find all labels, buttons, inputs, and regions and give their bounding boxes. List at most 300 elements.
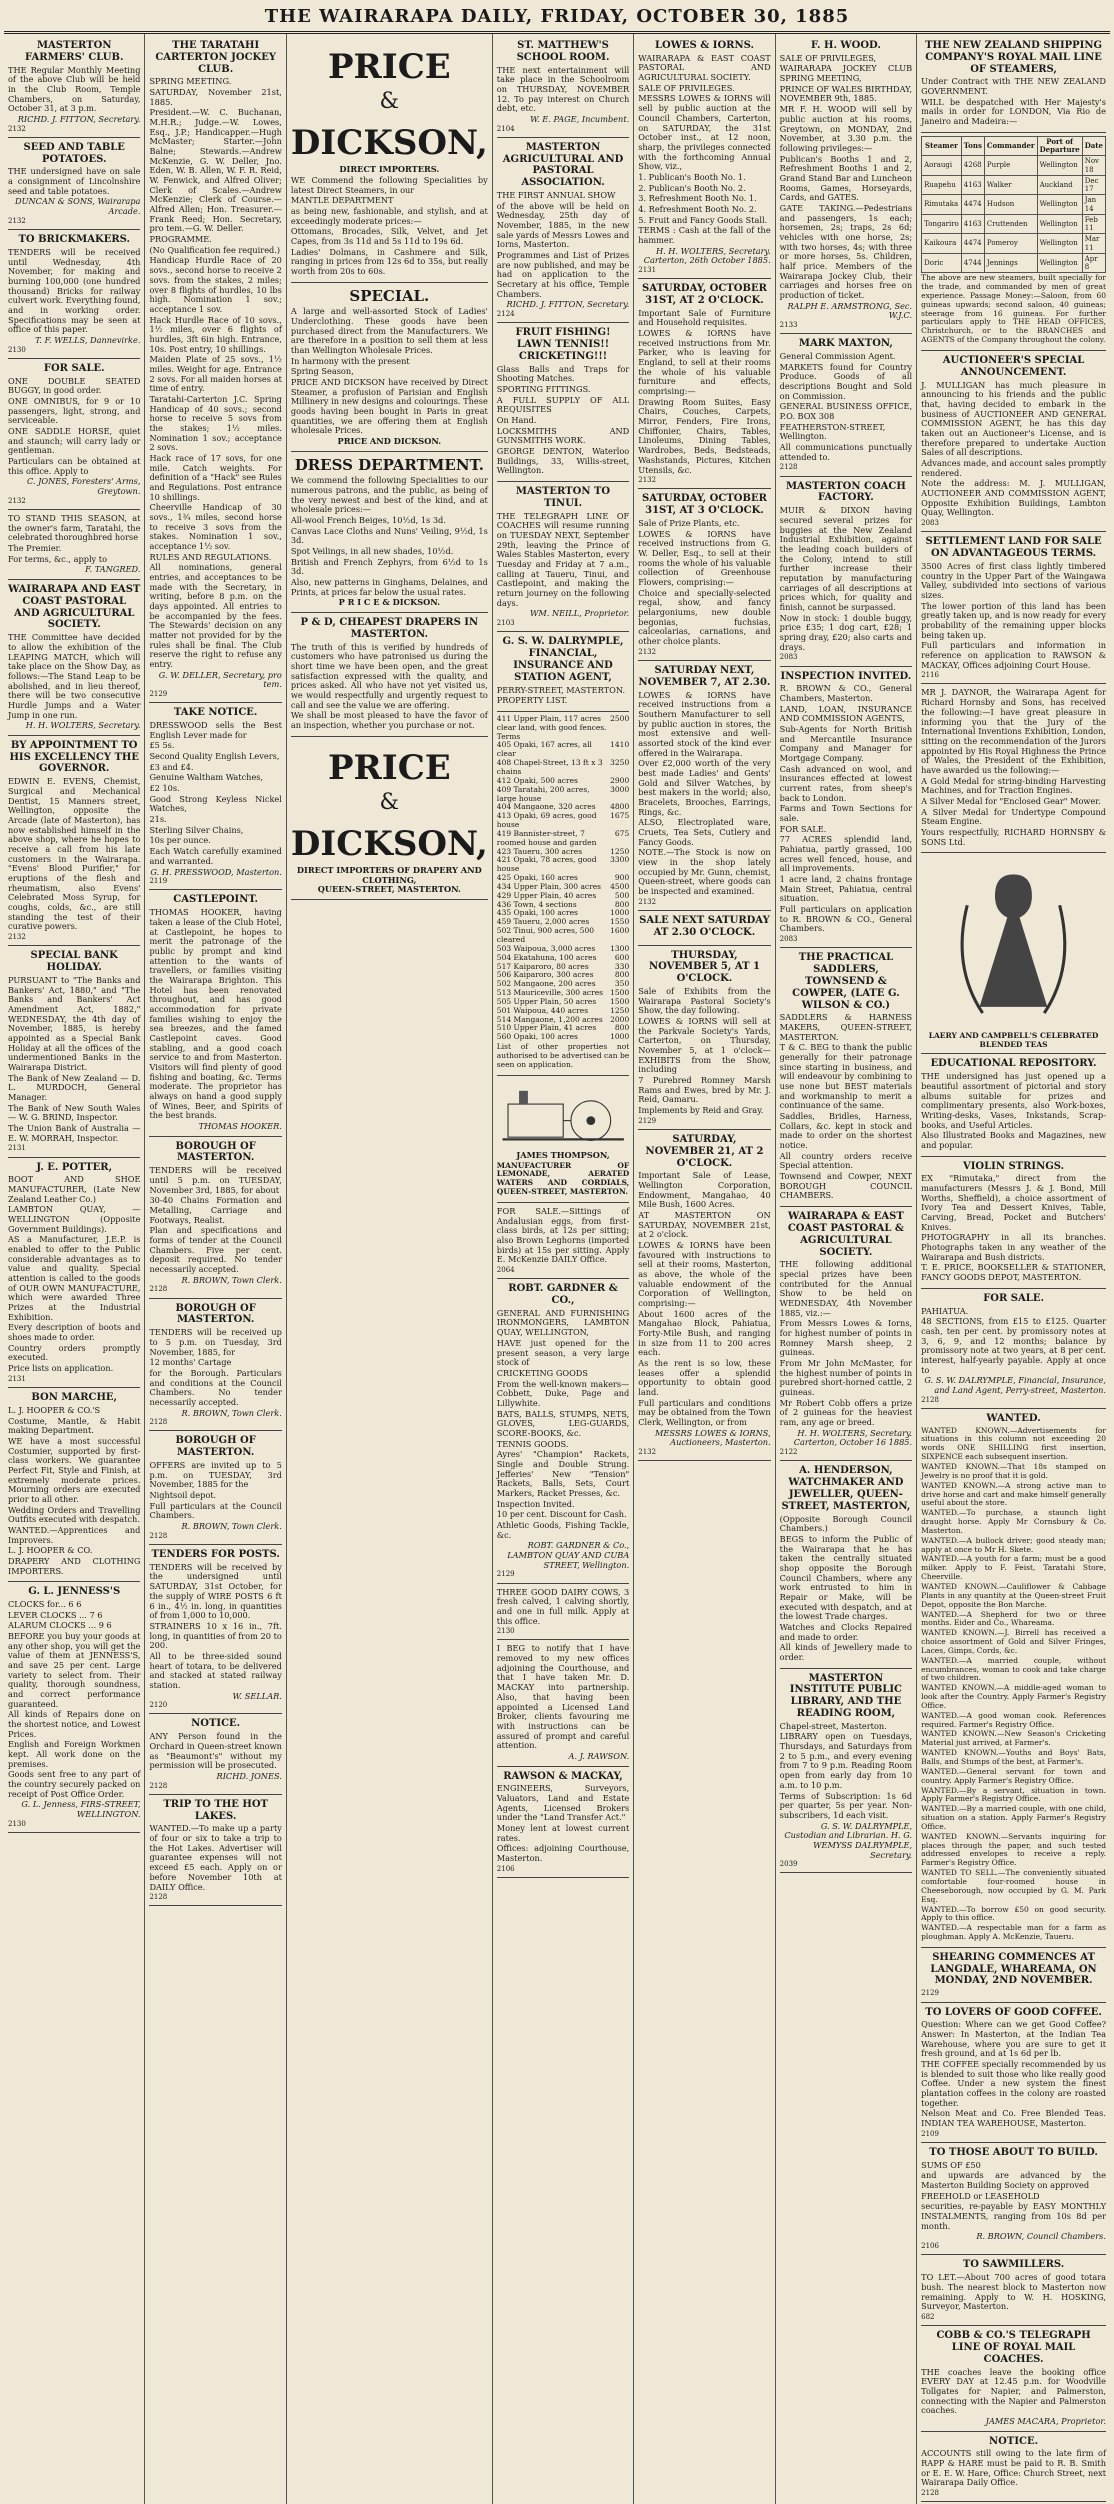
ad-paragraph: PRINCE OF WALES BIRTHDAY, NOVEMBER 9th, 1885. — [779, 83, 913, 104]
advertisement — [497, 1767, 629, 1878]
property-description: 502 Tinui, 900 acres, 500 cleared — [496, 926, 595, 945]
advertisement — [149, 1795, 281, 1907]
advertisement — [497, 138, 629, 324]
ad-paragraph: BEFORE you buy your goods at any other shop, you will get the value of them at JENNESS'S, and save 25 per cent. Large variety to select from. Their quality, thorough soundness, and correct performance guaranteed. — [8, 1631, 141, 1709]
advertisement — [497, 1076, 629, 1203]
advertisement — [149, 1431, 281, 1545]
table-row — [922, 253, 1106, 273]
ad-paragraph: For terms, &c., apply to — [8, 553, 108, 564]
ad-signature: H. H. WOLTERS, Secretary. Carterton, 26th October 1885. — [643, 245, 771, 266]
advertisement — [149, 1545, 281, 1714]
ad-paragraph: LIBRARY open on Tuesdays, Thursdays, and Saturdays from 2 to 5 p.m., and every evening from 7 to 9 p.m. Reading Room open from early day from 10 a.m. to 10 p.m. — [779, 1731, 913, 1790]
ad-paragraph: EDWIN E. EVENS, Chemist, Surgical and Mechanical Dentist, 15 Manners street, Wellington, opposite the Arcade (late of Masterton), has now established himself in the above shop, where he hopes to receive a call from his late customers in the Wairarapa. "Evens' Blood Purifier," for eruptions of the flesh and rheumatism, also Evens' Celebrated Moss Syrup, for coughs, colds, &c., are still standing the test of their curative powers. — [8, 776, 141, 932]
ad-paragraph: SATURDAY, November 21st, 1885. — [149, 87, 282, 107]
ad-paragraph: LOWES & IORNS have received instructions from a Southern Manufacturer to sell by public auction in stores, the most extensive and well-assorted stock of the kind ever offered in the Wairarapa. — [638, 689, 771, 758]
ad-paragraph: BEGS to inform the Public of the Wairarapa that he has taken the centrally situated shop opposite the Borough Council Chambers, where any work entrusted to him in Repair or Make, will be executed with despatch, and at the lowest Trade charges. — [779, 1533, 913, 1622]
ad-paragraph: Farms and Town Sections for sale. — [779, 803, 913, 824]
advertisement — [921, 853, 1106, 1054]
ad-title: MASTERTON TO TINUI. — [515, 486, 611, 509]
ad-reference-number: 2130 — [8, 345, 26, 354]
ad-paragraph: THE following additional special prizes have been contributed for the Annual Show to be held on WEDNESDAY, 4th November 1885, viz.:— — [779, 1259, 913, 1318]
property-description: 514 Mangaone, 1,200 acres — [496, 1014, 603, 1024]
ad-paragraph: Chapel-street, Masterton. — [779, 1720, 887, 1731]
ad-reference-number: 2128 — [149, 1781, 168, 1790]
ad-reference-number: 2128 — [921, 1395, 939, 1404]
ad-paragraph: Implements by Reid and Gray. — [638, 1105, 764, 1115]
property-description: 405 Opaki, 167 acres, all clear — [496, 740, 592, 759]
ad-title: SATURDAY, OCTOBER 31ST, AT 2 O'CLOCK. — [642, 283, 767, 306]
table-cell: Wellington — [1037, 253, 1082, 273]
ad-paragraph: The Premier. — [8, 542, 62, 553]
ad-paragraph: securities, re-payable by EASY MONTHLY INSTALMENTS, ranging from 10s 8d per month. — [921, 2201, 1106, 2231]
table-header-cell: Tons — [961, 136, 984, 156]
ad-title: TO THOSE ABOUT TO BUILD. — [929, 2146, 1098, 2158]
property-price: 1250 — [610, 846, 630, 856]
ad-paragraph: Watches and Clocks Repaired and made to order. — [779, 1621, 913, 1642]
property-price: 1250 — [610, 1005, 630, 1015]
ad-signature: C. JONES, Foresters' Arms, Greytown. — [26, 476, 141, 497]
table-cell: 4474 — [961, 195, 984, 215]
ad-title: NOTICE. — [989, 2435, 1039, 2447]
ad-paragraph: Now in stock: 1 double buggy, price £35; 1 dog cart, £28; 1 spring dray, £20; also carts and drays. — [779, 612, 913, 652]
ad-reference-number: 2116 — [921, 671, 939, 680]
ad-paragraph: LOWES & IORNS have received instructions from G. W. Deller, Esq., to sell at their rooms the whole of his valuable collection of Greenhouse Flowers, comprising:— — [638, 528, 771, 588]
ampersand: & — [379, 789, 400, 815]
wanted-item: WANTED KNOWN.—A middle-aged woman to look after the Country. Apply Farmer's Registry Office. — [921, 1683, 1106, 1710]
table-cell: Feb 11 — [1082, 214, 1105, 234]
table-cell: Ruapehu — [922, 175, 962, 195]
ad-paragraph: PHOTOGRAPHY in all its branches. Photographs taken in any weather of the Wairarapa and Bush districts. — [921, 1232, 1106, 1262]
ad-title: FOR SALE. — [983, 1292, 1044, 1304]
table-cell: 4474 — [961, 234, 984, 254]
ad-reference-number: 2132 — [638, 1448, 657, 1457]
ad-paragraph: FOR SALE.—Sittings of Andalusian eggs, from first-class birds, at 12s per sitting; also Brown Leghorns (imported birds) at 15s per sitting. Apply E. McKenzie DAILY Office. — [496, 1205, 630, 1265]
ad-paragraph: £2 10s. — [149, 783, 180, 794]
subheading: DIRECT IMPORTERS OF DRAPERY AND CLOTHING, — [296, 864, 482, 885]
ad-paragraph: THREE GOOD DAIRY COWS, 3 fresh calved, 1 calving shortly, and one in full milk. Apply at this office. — [496, 1586, 630, 1626]
ad-signature: JAMES MACARA, Proprietor. — [985, 2415, 1106, 2426]
ad-reference-number: 2132 — [638, 476, 657, 485]
wanted-item: WANTED.—A good woman cook. References required. Farmer's Registry Office. — [921, 1710, 1106, 1729]
masthead: THE WAIRARAPA DAILY, FRIDAY, OCTOBER 30, 1885 — [4, 4, 1110, 34]
advertisement — [921, 684, 1106, 853]
ad-paragraph: for the Borough. Particulars and conditions at the Council Chambers. No tender necessarily accepted. — [149, 1367, 282, 1407]
columns — [4, 34, 1110, 2498]
ad-title: INSPECTION INVITED. — [780, 670, 912, 682]
ad-signature: MESSRS LOWES & IORNS, Auctioneers, Masterton. — [655, 1427, 771, 1448]
property-description: 513 Mauriceville, 300 acres — [496, 988, 603, 998]
advertisement — [291, 613, 488, 737]
ad-title: ST. MATTHEW'S SCHOOL ROOM. — [516, 40, 610, 63]
ad-reference-number: 2131 — [8, 1374, 26, 1383]
ad-reference-number: 2064 — [496, 1265, 515, 1274]
ad-paragraph: Second Quality English Levers, — [149, 751, 280, 762]
tea-label: LAERY AND CAMPBELL'S CELEBRATED BLENDED TEAS — [928, 1030, 1099, 1049]
advertisement — [497, 323, 629, 482]
ad-paragraph: PERRY-STREET, MASTERTON. — [496, 684, 626, 695]
property-description: 404 Mangaone, 320 acres — [496, 802, 596, 812]
property-description: 411 Upper Plain, 117 acres clear land, with good fences. Terms — [496, 713, 607, 741]
advertisement — [780, 948, 912, 1207]
ad-paragraph: of the above will be held on Wednesday, 25th day of November, 1885, in the new sale yards of Messrs Lowes and Iorns, Masterton. — [496, 200, 630, 250]
advertisement — [8, 1582, 140, 1833]
wanted-item: WANTED KNOWN.—Advertisements for situations in this column not exceeding 20 words ONE SHILLING first insertion, SIXPENCE each subsequent insertion. — [921, 1425, 1106, 1462]
property-description: 434 Upper Plain, 300 acres — [496, 881, 601, 891]
ad-reference-number: 2119 — [149, 877, 168, 886]
ad-paragraph: About 1600 acres of the Mangahao Block, Pahiatua, Forty-Mile Bush, and ranging in size from 11 to 200 acres each. — [638, 1308, 771, 1358]
advertisement — [921, 2143, 1106, 2255]
ad-signature: G. S. W. DALRYMPLE, Financial, Insurance, and Land Agent, Perry-street, Masterton. — [924, 1375, 1106, 1395]
advertisement — [638, 36, 770, 279]
advertisement — [921, 133, 1106, 351]
ad-paragraph: The truth of this is verified by hundreds of customers who have patronised us during the short time we have been open, and the great satisfaction expressed with the quality, and prices asked. All who have not yet visited us, we would respectfully and urgently request to call and see the value we are offering. — [290, 641, 488, 710]
table-cell: Apr 8 — [1082, 253, 1105, 273]
ad-paragraph: 1 acre land, 2 chains frontage Main Street, Pahiatua, central situation. — [779, 874, 913, 904]
advertisement — [149, 890, 281, 1136]
property-price: 2000 — [610, 1014, 630, 1024]
ad-title: COBB & CO.'S TELEGRAPH LINE OF ROYAL MAIL COACHES. — [936, 2330, 1091, 2365]
property-description: 409 Taratahi, 200 acres, large house — [496, 784, 590, 803]
property-note: List of other properties not authorised to be advertised can be seen on application. — [496, 1042, 630, 1069]
ad-paragraph: 21s. — [149, 814, 167, 825]
ad-title: EDUCATIONAL REPOSITORY. — [930, 1058, 1097, 1070]
ad-paragraph: L. J. HOOPER & CO.'S — [8, 1404, 101, 1415]
ad-paragraph: We commend the following Specialities to our numerous patrons, and the public, as being of the very newest and best of the kind, and at wholesale prices:— — [290, 475, 488, 515]
ad-paragraph: TENDERS will be received by the undersigned until SATURDAY, 31st October, for the supply of WIRE POSTS 6 ft 6 in., 4½ in. long, in quantities of from 1,000 to 10,000. — [149, 1561, 282, 1621]
advertisement — [8, 359, 140, 510]
table-header-row — [922, 136, 1106, 156]
advertisement — [8, 1388, 140, 1582]
ad-signature: H. H. WOLTERS, Secretary. Carterton, October 16 1885. — [793, 1427, 913, 1448]
ad-reference-number: 2083 — [921, 519, 939, 527]
ad-paragraph: THE COFFEE specially recommended by us is blended to suit those who like really good Coffee. Under a new system the finest plantation coffees in the colony are roasted together. — [921, 2059, 1106, 2108]
ad-paragraph: FEATHERSTON-STREET, Wellington. — [779, 421, 886, 442]
ad-paragraph: The above are new steamers, built specially for the trade, and commanded by men of great experience. Passage Money:—Saloon, from 60 guineas upwards; second saloon, 40 guineas; steerage from 16 guineas. For further particulars apply to THE HEAD OFFICES, Christchurch, or to the BRANCHES and AGENTS of the Company throughout the colony. — [921, 273, 1106, 345]
ad-paragraph: From Messrs Lowes & Iorns, for highest number of points in Romney Marsh sheep, 2 guineas. — [779, 1318, 913, 1358]
ad-paragraph: A Silver Medal for Undertype Compound Steam Engine. — [921, 806, 1106, 827]
ad-reference-number: 2132 — [8, 216, 26, 225]
property-description: 408 Chapel-Street, 13 ft x 3 chains — [496, 758, 603, 776]
ad-paragraph: Programmes and List of Prizes are now published, and may be had on application to the Secretary at his office, Temple Chambers. — [496, 250, 630, 299]
table-cell: Wellington — [1037, 156, 1082, 176]
ad-paragraph: Full particulars at the Council Chambers. — [149, 1500, 282, 1521]
ad-paragraph: Money lent at lowest current rates. — [496, 1823, 630, 1843]
ad-paragraph: Ladies' Dolmans, in Cashmere and Silk, ranging in prices from 12s 6d to 35s, but really worth from 20s to 60s. — [290, 246, 488, 276]
ad-title: SETTLEMENT LAND FOR SALE ON ADVANTAGEOUS TERMS. — [925, 536, 1102, 560]
ad-title: P & D, CHEAPEST DRAPERS IN MASTERTON. — [300, 617, 479, 640]
ad-paragraph: Yours respectfully, RICHARD HORNSBY & SONS Ltd. — [921, 826, 1106, 847]
ad-paragraph: Particulars can be obtained at this office. Apply to — [8, 456, 141, 476]
ad-paragraph: WE have a most successful Costumier, supported by first-class workers. We guarantee Perfect Fit, Style and Finish, at extremely moderate prices. Mourning orders are executed prior to all other. — [8, 1435, 141, 1504]
ad-paragraph: SALE OF PRIVILEGES, — [779, 52, 877, 63]
ad-reference-number: 2131 — [8, 1144, 26, 1153]
ad-paragraph: STRAINERS 10 x 16 in., 7ft. long, in quantities of from 20 to 200. — [149, 1620, 282, 1651]
ad-paragraph: LOWES & IORNS will sell at the Parkvale Society's Yards, Carterton, on Thursday, November 5, at 1 o'clock—EXHIBITS from the Show, including — [638, 1015, 771, 1075]
ad-paragraph: Sub-Agents for North British and Mercantile Insurance Company and Manager for Mortgage Company. — [779, 724, 913, 764]
ad-paragraph: Plan and specifications and forms of tender at the Council Chambers. Five per cent. deposit required. No tender necessarily accepted. — [149, 1225, 282, 1274]
ad-paragraph: Nightsoil depot. — [149, 1490, 217, 1501]
ad-paragraph: CRICKETING GOODS — [496, 1367, 588, 1378]
ad-reference-number: 2129 — [638, 1116, 657, 1125]
advertisement — [497, 36, 629, 138]
wanted-item: WANTED.—A respectable man for a farm as ploughman. Apply A. McKenzie, Taueru. — [921, 1923, 1106, 1942]
ad-title: THE PRACTICAL SADDLERS, TOWNSEND & COWPER, (LATE G. WILSON & CO.) — [792, 952, 900, 1011]
ad-title: TO LOVERS OF GOOD COFFEE. — [925, 2006, 1102, 2018]
advertisement — [8, 1158, 140, 1388]
ad-paragraph: We shall be most pleased to have the favor of an inspection, whether you purchase or not. — [290, 710, 488, 731]
table-cell: Tongariro — [922, 214, 962, 234]
ad-title: BOROUGH OF MASTERTON. — [175, 1302, 256, 1326]
ad-signature: R. BROWN, Town Clerk. — [181, 1407, 282, 1418]
ad-title: THURSDAY, NOVEMBER 5, AT 1 O'CLOCK. — [648, 949, 760, 985]
ad-reference-number: 2128 — [149, 1893, 168, 1902]
ad-signature: H. H. WOLTERS, Secretary. — [25, 720, 141, 731]
ad-reference-number: 2132 — [8, 124, 26, 133]
ad-paragraph: Hack race of 17 sovs, for one mile. Catch weights. For definition of a "Hack" see Rules and Regulations. Post entrance 10 shillings. — [149, 452, 282, 502]
ad-paragraph: Important Sale of Lease, Wellington Corporation, Endowment, Mangahao, 40 Mile Bush, 1600 Acres. — [638, 1170, 771, 1210]
ad-paragraph: General Commission Agent. — [779, 350, 896, 361]
ad-paragraph: All nominations, general entries, and acceptances to be made with the Secretary, in writing, before 8 p.m. on the days appointed. All entries to be accompanied by the fees. The Stewards' decision on any matter not provided for by the rules shall be final. The Club reserve the right to refuse any entry. — [149, 562, 282, 670]
ad-title: TAKE NOTICE. — [173, 707, 258, 719]
property-row — [497, 830, 629, 848]
table-cell: Purple — [984, 156, 1037, 176]
ad-paragraph: All country orders receive Special attention. — [779, 1150, 913, 1171]
wanted-item: WANTED KNOWN.—Servants inquiring for places through the paper, and such tested addressed envelopes to receive a reply. Farmer's Registry Office. — [921, 1831, 1106, 1868]
ad-paragraph: All kinds of Repairs done on the shortest notice, and Lowest Prices. — [8, 1709, 141, 1739]
ad-paragraph: SPRING MEETING. — [149, 76, 232, 87]
wanted-item: WANTED KNOWN.—A strong active man to drive horse and cart and make himself generally useful about the store. — [921, 1480, 1106, 1508]
ad-paragraph: OFFERS are invited up to 5 p.m. on TUESDAY, 3rd November, 1885 for the — [149, 1460, 282, 1490]
ad-paragraph: Sterling Silver Chains, — [149, 824, 244, 835]
property-price: 500 — [614, 890, 630, 900]
property-description: 517 Kaiparoro, 80 acres — [496, 961, 589, 971]
ad-paragraph: Ottomans, Brocades, Silk, Velvet, and Jet Capes, from 3s 11d and 5s 11d to 19s 6d. — [290, 226, 488, 246]
ad-paragraph: ONE SADDLE HORSE, quiet and staunch; will carry lady or gentleman. — [8, 426, 141, 456]
ad-paragraph: FOR SALE. — [779, 823, 827, 834]
advertisement — [780, 334, 912, 476]
wanted-item: WANTED.—By a married couple, with one child, situation on a station. Apply Farmer's Registry Office. — [921, 1804, 1106, 1831]
ad-paragraph: 77 ACRES splendid land, Pahiatua, partly grassed, 100 acres well fenced, house, and all improvements. — [779, 834, 913, 874]
table-cell: Rimutaka — [922, 195, 962, 215]
ad-title: J. E. POTTER, — [36, 1161, 113, 1173]
property-price: 2900 — [610, 775, 630, 785]
property-price: 330 — [614, 961, 630, 971]
address: QUEEN-STREET, MASTERTON. — [317, 884, 461, 895]
ad-title: A. HENDERSON, WATCHMAKER AND JEWELLER, QUEEN-STREET, MASTERTON, — [781, 1465, 911, 1512]
ad-paragraph: T. E. PRICE, BOOKSELLER & STATIONER, FANCY GOODS DEPOT, MASTERTON. — [921, 1262, 1106, 1283]
property-price: 4500 — [610, 881, 630, 891]
ad-paragraph: Full particulars and conditions may be obtained from the Town Clerk, Wellington, or from — [638, 1397, 771, 1428]
ad-reference-number: 2132 — [638, 647, 657, 656]
ad-paragraph: THE Regular Monthly Meeting of the above Club will be held in the Club Room, Temple Chambers, on Saturday, October 31, at 3 p.m. — [8, 64, 141, 114]
advertisement — [780, 1669, 912, 1874]
advertisement — [638, 489, 770, 661]
advertisement — [8, 580, 140, 736]
ad-paragraph: 10s per ounce. — [149, 835, 211, 846]
ad-paragraph: As the rent is so low, these leases offer a splendid opportunity to obtain good land. — [638, 1358, 771, 1398]
ad-signature: ROBT. GARDNER & Co., LAMBTON QUAY AND CUBA STREET, Wellington. — [507, 1540, 630, 1570]
ad-paragraph: SADDLERS & HARNESS MAKERS, QUEEN-STREET, MASTERTON. — [779, 1012, 913, 1042]
subheading: DIRECT IMPORTERS. — [339, 164, 440, 175]
ad-paragraph: Offices: adjoining Courthouse, Masterton. — [496, 1843, 630, 1864]
ad-paragraph: 7 Purebred Romney Marsh Rams and Ewes, bred by Mr. J. Reid, Oamaru. — [638, 1074, 771, 1105]
ad-paragraph: £5 5s. — [149, 740, 175, 751]
wanted-heading: WANTED. — [986, 1412, 1041, 1424]
ad-paragraph: Over £2,000 worth of the very best made Ladies' and Gents' Gold and Silver Watches, by best makers in the world; also, Bracelets, Brooches, Earrings, Rings, &c. — [638, 758, 771, 817]
ad-paragraph: PURSUANT to "The Banks and Bankers' Act, 1880," and "The Banks and Bankers' Act Amendment Act, 1882," WEDNESDAY, the 4th day of November, 1885, is hereby appointed as a Special Bank Holiday at all the offices of the undermentioned Banks in the Wairarapa District. — [8, 974, 141, 1072]
ad-paragraph: HAVE just opened for the present season, a very large stock of — [496, 1337, 630, 1368]
ad-paragraph: Every description of boots and shoes made to order. — [8, 1322, 141, 1343]
ad-paragraph: Price lists on application. — [8, 1363, 114, 1374]
property-row — [497, 741, 629, 759]
wanted-item: WANTED KNOWN.—Youths and Boys' Bats, Balls, and Stumps of the best, at Farmer's. — [921, 1748, 1106, 1767]
property-description: 459 Taueru, 2,000 acres — [496, 917, 590, 927]
ad-paragraph: Note the address: M. J. MULLIGAN, AUCTIONEER AND COMMISSION AGENT, Opposite Exhibition Buildings, Lambton Quay, Wellington. — [921, 478, 1106, 518]
ad-title: FOR SALE. — [43, 362, 105, 374]
ad-signature: RICHD. JONES. — [216, 1770, 282, 1781]
table-cell: Cruttenden — [984, 214, 1037, 234]
wanted-item: WANTED KNOWN.—J. Birrell has received a choice assortment of Gold and Silver Fringes, Laces, Gimps, Cords, &c. — [921, 1628, 1106, 1655]
wanted-item: WANTED.—By a servant, situation in town. Apply Farmer's Registry Office. — [921, 1785, 1106, 1804]
ad-paragraph: Each Watch carefully examined and warranted. — [149, 846, 282, 866]
advertisement — [497, 1279, 629, 1583]
property-price: 4800 — [610, 802, 630, 812]
ad-paragraph: GENERAL AND FURNISHING IRONMONGERS, LAMBTON QUAY, WELLINGTON, — [496, 1307, 630, 1338]
ad-paragraph: A FULL SUPPLY OF ALL REQUISITES — [496, 394, 630, 415]
advertisement — [921, 1054, 1106, 1156]
advertisement — [921, 36, 1106, 133]
ad-paragraph: British and French Zephyrs, from 6½d to 1s 3d. — [290, 556, 488, 577]
ad-paragraph: Sale of Exhibits from the Wairarapa Pastoral Society's Show, the day following. — [638, 985, 771, 1016]
ad-title: TRIP TO THE HOT LAKES. — [163, 1798, 268, 1822]
property-price: 1500 — [610, 996, 630, 1006]
ad-paragraph: MESSRS LOWES & IORNS will sell by public auction at the Council Chambers, Carterton, on SATURDAY, the 31st October inst., at 12 noon, sharp, the privileges connected with the forthcoming Annual Show, viz., — [638, 93, 771, 172]
ad-paragraph: (No Qualification fee required.) — [149, 244, 281, 255]
table-cell: 4268 — [961, 156, 984, 176]
property-description: 425 Opaki, 160 acres — [496, 873, 578, 883]
ad-paragraph: Cash advanced on wool, and insurances effected at lowest current rates, from sheep's back to London. — [779, 763, 913, 803]
ad-paragraph: as being new, fashionable, and stylish, and at exceedingly moderate prices:— — [290, 205, 488, 226]
ad-signature: RICHD. J. FITTON, Secretary. — [506, 299, 630, 310]
ad-title: ROBT. GARDNER & CO., — [508, 1283, 618, 1307]
advertisement — [497, 1640, 629, 1766]
column-1 — [4, 34, 145, 2504]
wanted-item: WANTED KNOWN.—Cauliflower & Cabbage Plants in any quantity at the Queen-street Fruit Depot, opposite the Bon Marche. — [921, 1581, 1106, 1609]
ad-footer: P R I C E & DICKSON. — [338, 597, 441, 608]
ad-reference-number: 2132 — [8, 933, 26, 942]
table-cell: Kaikoura — [922, 234, 962, 254]
table-row — [922, 234, 1106, 254]
ad-paragraph: RULES AND REGULATIONS. — [149, 551, 272, 562]
ad-paragraph: TENDERS will be received until Wednesday, 4th November, for making and burning 100,000 (one hundred thousand) Bricks for railway culvert work. Everything found, and in working order. Specifications may be seen at office of this paper. — [8, 246, 141, 335]
ad-paragraph: Townsend and Cowper, NEXT BOROUGH COUNCIL CHAMBERS. — [779, 1171, 913, 1201]
advertisement — [780, 36, 912, 334]
ad-title: RAWSON & MACKAY, — [503, 1770, 623, 1782]
ad-paragraph: From the well-known makers—Cobbett, Duke, Page and Lillywhite. — [496, 1378, 630, 1408]
ad-paragraph: WAIRARAPA JOCKEY CLUB SPRING MEETING, — [779, 63, 913, 84]
ad-paragraph: LEVER CLOCKS ... 7 6 — [8, 1609, 103, 1620]
ad-title: LOWES & IORNS. — [654, 40, 754, 51]
ad-paragraph: ALSO, Electroplated ware, Cruets, Tea Sets, Cutlery and Fancy Goods. — [638, 817, 771, 847]
property-description: 502 Mangaone, 200 acres — [496, 979, 596, 989]
advertisement — [8, 510, 140, 580]
ad-paragraph: The Union Bank of Australia — E. W. MORRAH, Inspector. — [8, 1122, 141, 1143]
ad-paragraph: English and Foreign Workmen kept. All work done on the premises. — [8, 1739, 141, 1769]
wanted-item: WANTED.—A Shepherd for two or three months. Eider and Co., Whareama. — [921, 1609, 1106, 1628]
ad-paragraph: GEORGE DENTON, Waterloo Buildings, 33, Willis-street, Wellington. — [496, 446, 630, 476]
ad-paragraph: WILL be despatched with Her Majesty's mails in order for LONDON, Via Rio de Janeiro and Madeira:— — [921, 96, 1106, 127]
ad-title: SPECIAL BANK HOLIDAY. — [30, 950, 118, 974]
advertisement — [8, 138, 140, 230]
ad-paragraph: All communications punctually attended to. — [779, 442, 913, 462]
ad-title: NOTICE. — [191, 1718, 241, 1730]
ad-paragraph: Handicap Hurdle Race of 20 sovs., second horse to receive 2 sovs. from the stakes, 2 miles; over 8 flights of hurdles, 10 lbs high. Nomination 1 sov.; acceptance 1 sov. — [149, 255, 282, 314]
ad-paragraph: 12 months' Cartage — [149, 1357, 232, 1368]
ad-title: BOROUGH OF MASTERTON. — [175, 1140, 256, 1164]
advertisement — [497, 482, 629, 632]
ad-paragraph: LOCKSMITHS AND GUNSMITHS WORK. — [496, 425, 630, 446]
advertisement — [921, 2326, 1106, 2431]
advertisement — [780, 1207, 912, 1461]
ad-paragraph: Mr Robert Cobb offers a prize of 2 guineas for the heaviest ram, any age or breed. — [779, 1397, 913, 1428]
ad-paragraph: Glass Balls and Traps for Shooting Matches. — [496, 363, 630, 384]
property-price: 600 — [614, 952, 630, 962]
ad-paragraph: Good Strong Keyless Nickel Watches, — [149, 793, 282, 814]
ad-paragraph: and upwards are advanced by the Masterton Building Society on approved — [921, 2170, 1106, 2191]
ad-paragraph: MARKETS found for Country Produce. Goods of all descriptions Bought and Sold on Commission. — [779, 361, 913, 401]
ad-paragraph: Important Sale of Furniture and Household requisites. — [638, 307, 771, 328]
advertisement — [497, 1584, 629, 1641]
advertisement — [149, 1714, 281, 1794]
ad-paragraph: GENERAL BUSINESS OFFICE, P.O. BOX 308 — [779, 401, 913, 422]
ad-paragraph: MUIR & DIXON having secured several prizes for buggies at the New Zealand Industrial Exhibition, against the leading coach builders of the Colony, intend to still further increase their reputation by manufacturing carriages of all descriptions at prices which, for quality and finish, cannot be surpassed. — [779, 505, 913, 612]
property-description: 412 Opaki, 500 acres — [496, 775, 578, 785]
property-description: 423 Taueru, 300 acres — [496, 846, 583, 856]
ad-paragraph: The Bank of New Zealand — D. L. MURDOCH, General Manager. — [8, 1072, 141, 1102]
ad-paragraph: TERMS : Cash at the fall of the hammer. — [638, 225, 771, 245]
ad-paragraph: SUMS OF £50 — [921, 2159, 981, 2170]
property-price: 900 — [614, 873, 630, 883]
ad-reference-number: 2129 — [149, 690, 168, 699]
ad-title: BY APPOINTMENT TO HIS EXCELLENCY THE GOVERNOR. — [9, 739, 139, 775]
property-price: 1300 — [610, 943, 630, 953]
ad-paragraph: TENNIS GOODS. — [496, 1438, 569, 1449]
advertisement — [638, 911, 770, 946]
ad-paragraph: LOWES & IORNS have been favoured with instructions to sell at their rooms, Masterton, as above, the whole of the valuable endowment of the Corporation of Wellington, comprising:— — [638, 1240, 771, 1309]
ad-paragraph: Maiden Plate of 25 sovs., 1½ miles. Weight for age. Entrance 2 sovs. For all maiden horses at time of entry. — [149, 354, 282, 394]
ad-paragraph: TENDERS will be received up to 5 p.m. on Tuesday, 3rd November, 1885, for — [149, 1327, 282, 1357]
ad-title: TO SAWMILLERS. — [962, 2259, 1065, 2271]
column-3 — [287, 34, 493, 2504]
table-cell: Aoraugi — [922, 156, 962, 176]
ad-title: THE TARATAHI CARTERTON JOCKEY CLUB. — [155, 40, 276, 75]
tea-figure-illustration-icon — [921, 859, 1106, 1028]
table-header-cell: Port of Departure — [1037, 136, 1082, 156]
machinery-engraving-icon — [497, 1082, 629, 1148]
ad-paragraph: From Mr John McMaster, for the highest number of points in purebred short-horned cattle, 2 guineas. — [779, 1358, 913, 1398]
ad-paragraph: I BEG to notify that I have removed to my new offices adjoining the Courthouse, and that I have taken Mr. D. MACKAY into partnership. Also, that having been appointed a Licensed Land Broker, clients favouring me with instructions can be assured of prompt and careful attention. — [496, 1643, 630, 1751]
ad-paragraph: £3 and £4. — [149, 761, 194, 772]
ad-reference-number: 2083 — [779, 935, 798, 944]
table-header-cell: Steamer — [922, 136, 962, 156]
table-header-cell: Date — [1082, 136, 1105, 156]
advertisement — [921, 532, 1106, 684]
ad-signature: W. E. PAGE, Incumbent. — [530, 113, 630, 124]
ad-paragraph: MR J. DAYNOR, the Wairarapa Agent for Richard Hornsby and Sons, has received the following:—I have great pleasure in informing you that the Jury of the International Inventions Exhibition, London, sitting on the recommendation of the Jurors appointed by His Royal Highness the Prince of Wales, the President of the Exhibition, have awarded us the following:— — [921, 687, 1106, 775]
ad-paragraph: AT MASTERTON ON SATURDAY, NOVEMBER 21st, at 2 o'clock. — [638, 1210, 771, 1240]
ad-title: THE NEW ZEALAND SHIPPING COMPANY'S ROYAL MAIL LINE OF STEAMERS, — [925, 40, 1103, 75]
ad-paragraph: ONE OMNIBUS, for 9 or 10 passengers, light, strong, and serviceable. — [8, 395, 141, 426]
